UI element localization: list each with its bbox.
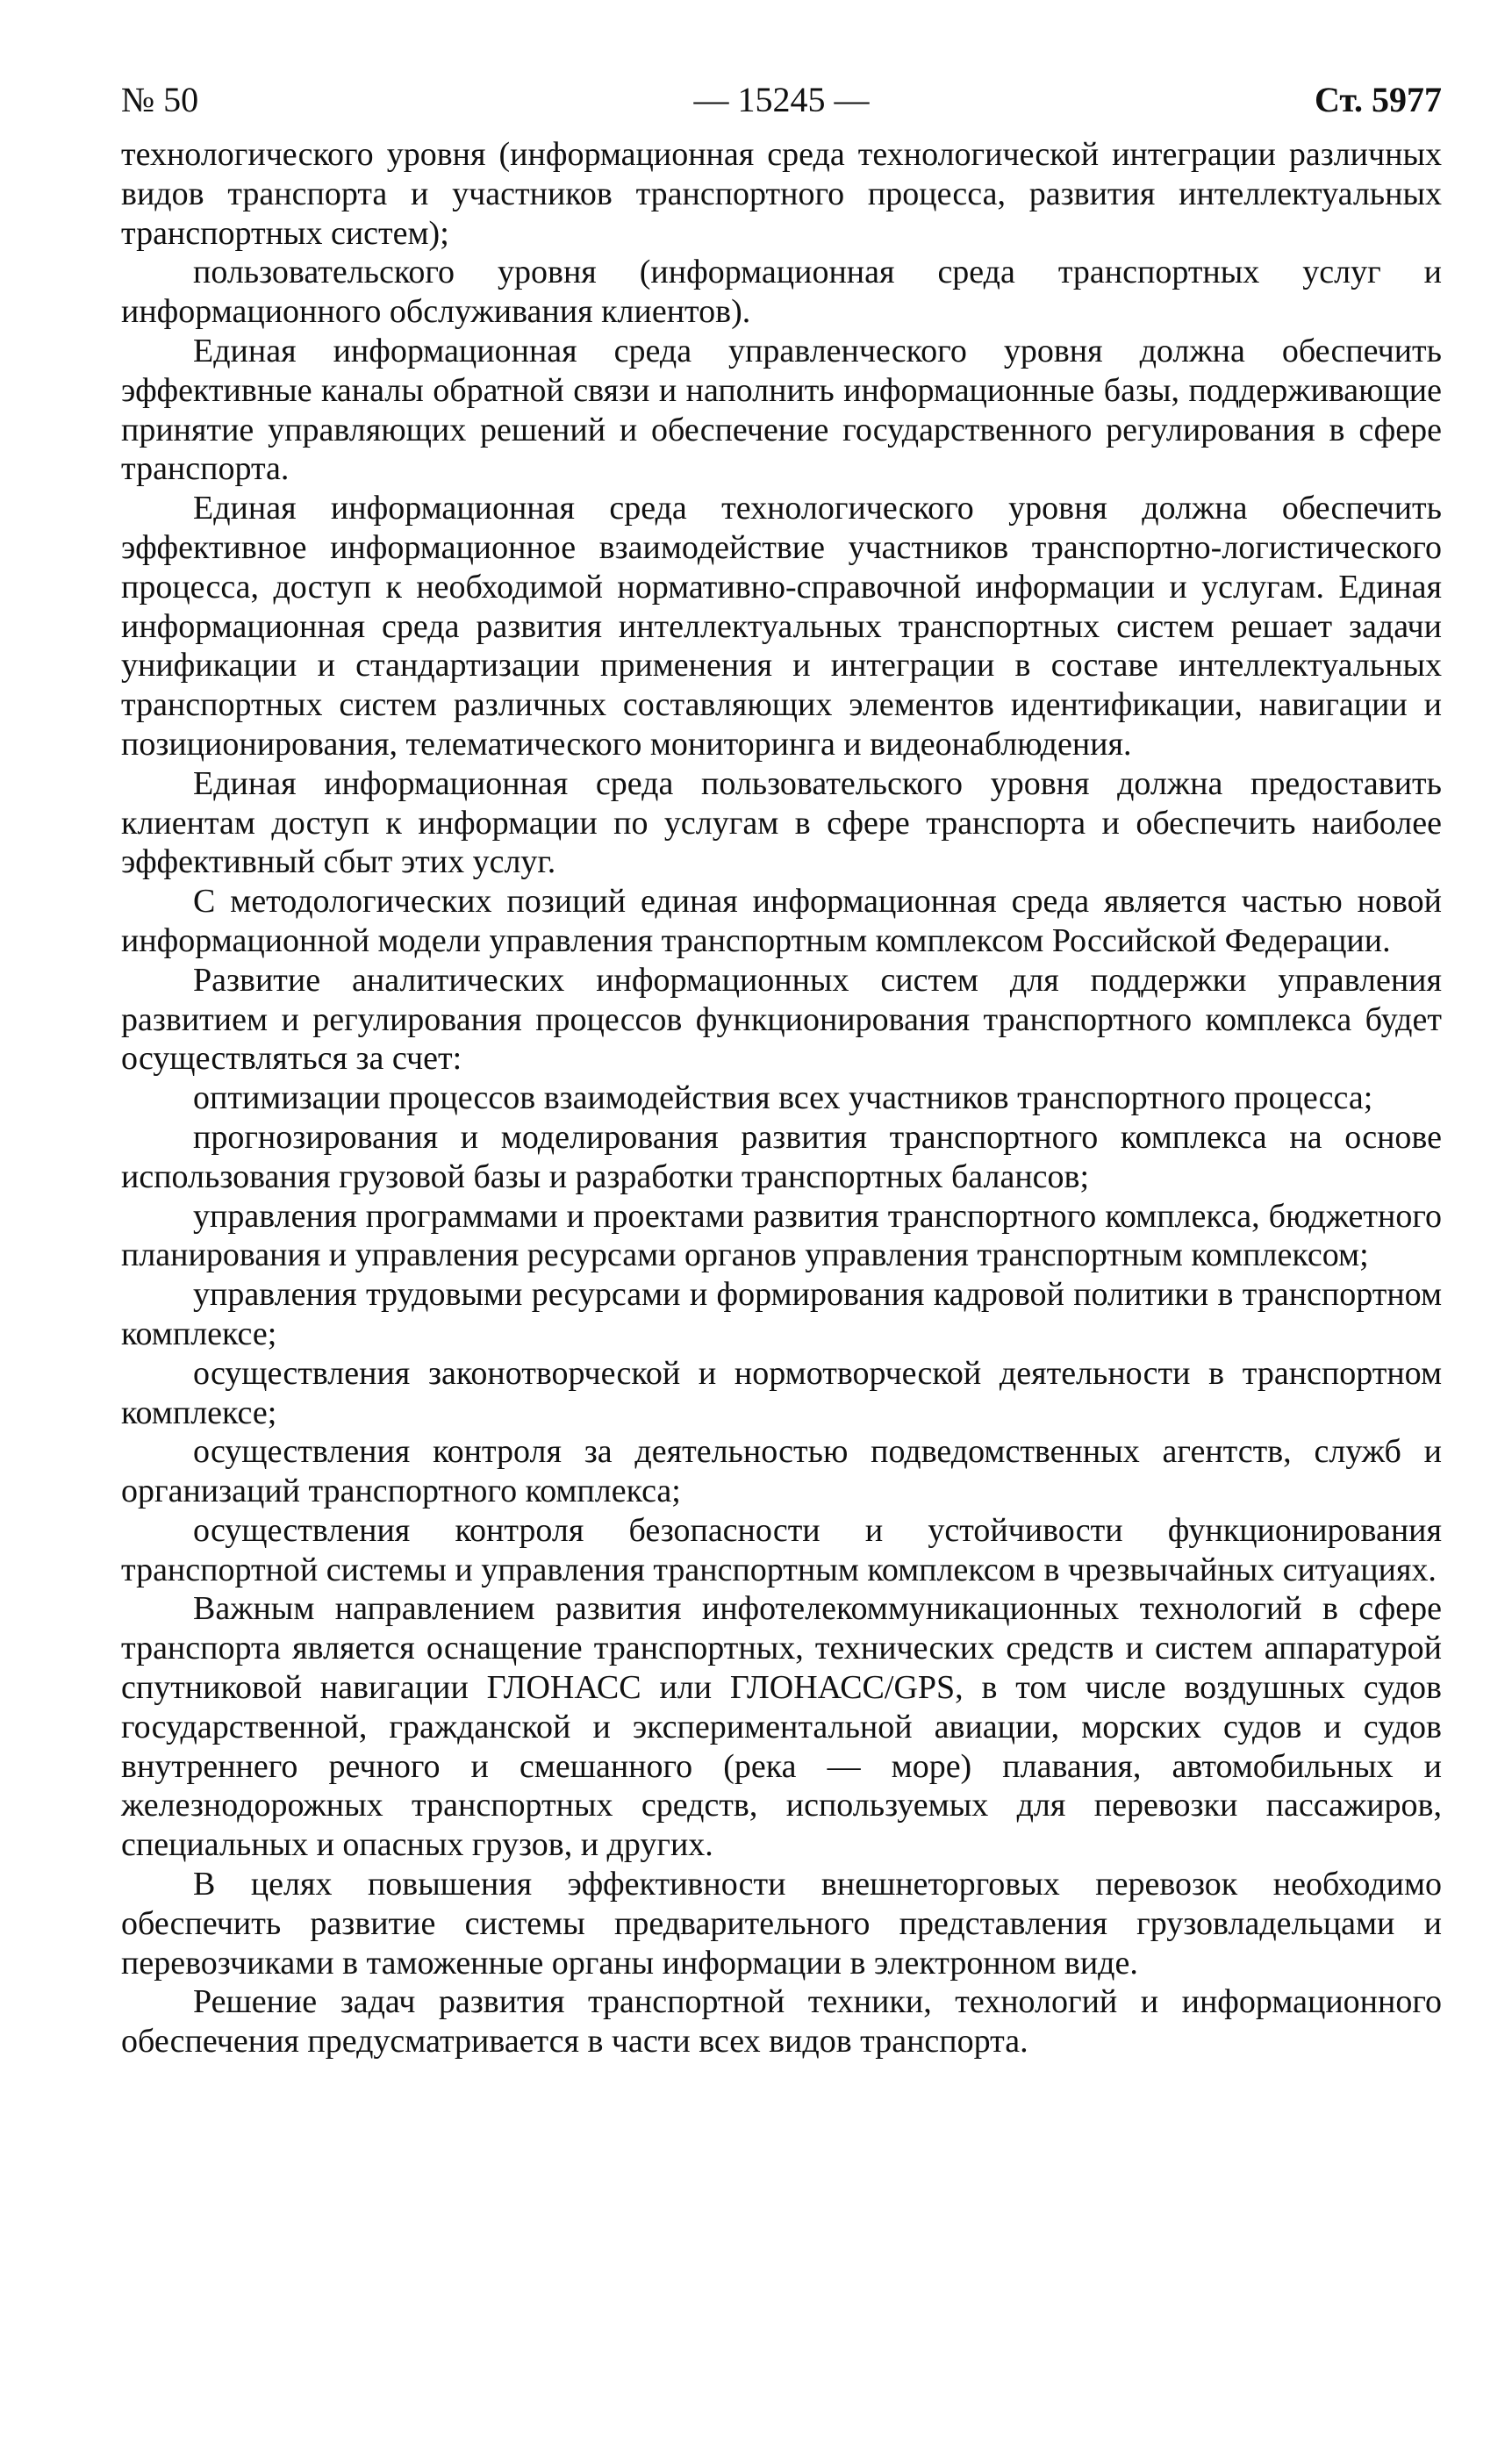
paragraph: С методологических позиций единая информационная среда является частью новой информационной модели управления транспортным комплексом Российской Федерации. — [121, 883, 1442, 959]
paragraph: управления трудовыми ресурсами и формирования кадровой политики в транспортном комплексе; — [121, 1276, 1442, 1352]
paragraph: осуществления контроля за деятельностью подведомственных агентств, служб и организаций транспортного комплекса; — [121, 1433, 1442, 1510]
page-header — [121, 75, 1442, 132]
paragraph: Решение задач развития транспортной техники, технологий и информационного обеспечения предусматривается в части всех видов транспорта. — [121, 1983, 1442, 2061]
paragraph: Единая информационная среда пользовательского уровня должна предоставить клиентам доступ к информации по услугам в сфере транспорта и обеспечить наиболее эффективный сбыт этих услуг. — [121, 764, 1442, 881]
issue-number: № 50 — [121, 80, 199, 119]
paragraph: технологического уровня (информационная среда технологической интеграции различных видов транспорта и участников транспортного процесса, развития интеллектуальных транспортных систем); — [121, 136, 1442, 252]
page-number: — 15245 — — [693, 80, 870, 119]
paragraph: Единая информационная среда управленческого уровня должна обеспечить эффективные каналы обратной связи и наполнить информационные базы, поддерживающие принятие управляющих решений и обеспечение государственного регулирования в сфере транспорта. — [121, 332, 1442, 488]
paragraph: пользовательского уровня (информационная среда транспортных услуг и информационного обслуживания клиентов). — [121, 254, 1442, 331]
paragraph: Единая информационная среда технологического уровня должна обеспечить эффективное информационное взаимодействие участников транспортно-логистического процесса, доступ к необходимой нормативно-справочной информации и услугам. Единая информационная среда развития интеллектуальных транспортных систем решает задачи унификации и стандартизации применения и интеграции в составе интеллектуальных транспортных систем различных составляющих элементов идентификации, навигации и позиционирования, телематического мониторинга и видеонаблюдения. — [121, 490, 1442, 763]
paragraph: прогнозирования и моделирования развития транспортного комплекса на основе использования грузовой базы и разработки транспортных балансов; — [121, 1118, 1442, 1195]
paragraph: управления программами и проектами развития транспортного комплекса, бюджетного планирования и управления ресурсами органов управления транспортным комплексом; — [121, 1197, 1442, 1274]
paragraph: В целях повышения эффективности внешнеторговых перевозок необходимо обеспечить развитие системы предварительного представления грузовладельцами и перевозчиками в таможенные органы информации в электронном виде. — [121, 1866, 1442, 1982]
document-body — [121, 135, 1442, 2061]
paragraph: оптимизации процессов взаимодействия всех участников транспортного процесса; — [193, 1079, 1373, 1117]
paragraph: Важным направлением развития инфотелекоммуникационных технологий в сфере транспорта является оснащение транспортных, технических средств и систем аппаратурой спутниковой навигации ГЛОНАСС или ГЛОНАСС/GPS, в том числе воздушных судов государственной, гражданской и экспериментальной авиации, морских судов и судов внутреннего речного и смешанного (река — море) плавания, автомобильных и железнодорожных транспортных средств, используемых для перевозки пассажиров, специальных и опасных грузов, и других. — [121, 1590, 1442, 1864]
paragraph: Развитие аналитических информационных систем для поддержки управления развитием и регулирования процессов функционирования транспортного комплекса будет осуществляться за счет: — [121, 961, 1442, 1078]
paragraph: осуществления законотворческой и нормотворческой деятельности в транспортном комплексе; — [121, 1354, 1442, 1431]
article-number: Ст. 5977 — [1315, 80, 1442, 119]
document-page — [121, 75, 1442, 2061]
paragraph: осуществления контроля безопасности и устойчивости функционирования транспортной системы и управления транспортным комплексом в чрезвычайных ситуациях. — [121, 1511, 1442, 1588]
